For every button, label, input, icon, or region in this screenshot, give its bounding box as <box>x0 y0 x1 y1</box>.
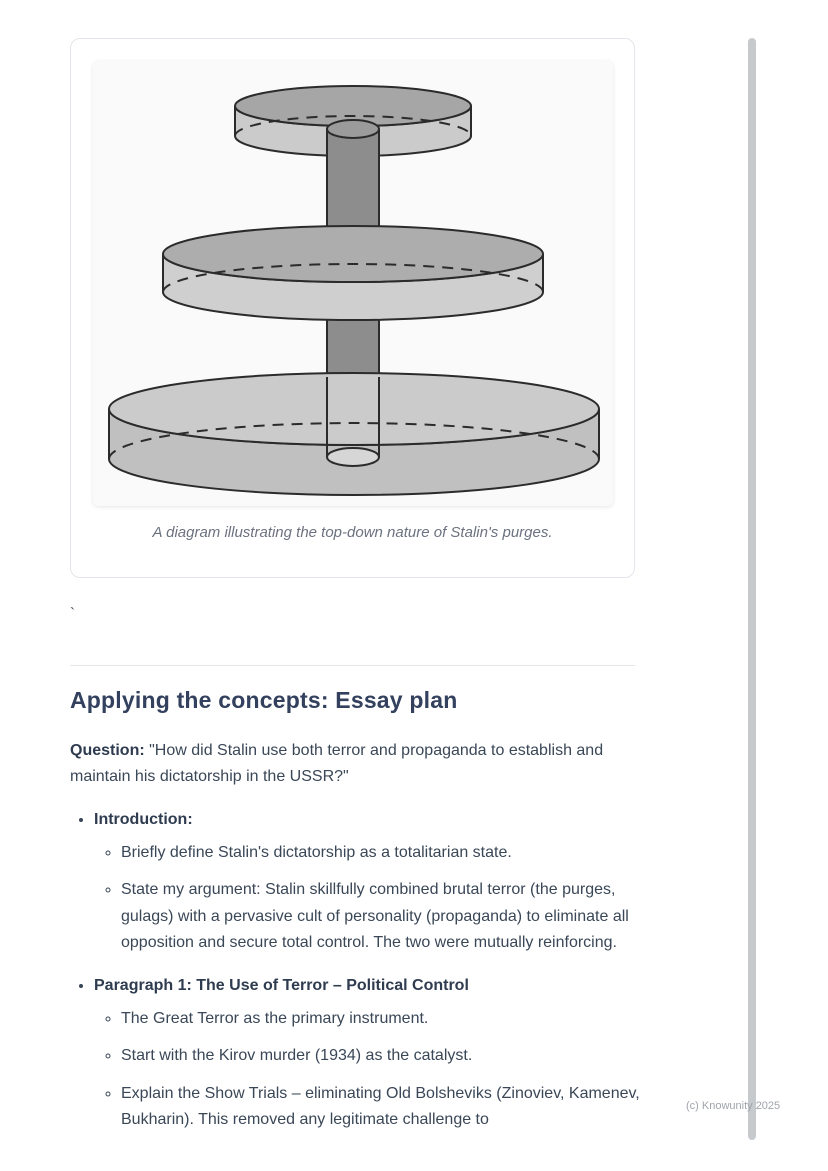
list-item: ◦ State my argument: Stalin skillfully combined brutal terror (the purges, gulags) with a pervasive cult of personality (propaganda) to eliminate all opposition and secure total control. The two were mutually reinforcing. <box>121 877 642 956</box>
question-text: "How did Stalin use both terror and propaganda to establish and maintain his dictatorship in the USSR?" <box>70 741 604 786</box>
section-divider <box>70 665 635 666</box>
list-item: ◦ Briefly define Stalin's dictatorship as a totalitarian state. <box>121 840 642 866</box>
essay-plan-section <box>70 686 642 1134</box>
list-item <box>94 973 642 1134</box>
essay-question <box>70 738 642 791</box>
list-item: ◦ Start with the Kirov murder (1934) as the catalyst. <box>121 1043 642 1069</box>
outline-sub-list <box>94 840 642 957</box>
bottom-tier <box>109 373 599 495</box>
question-label: Question: <box>70 741 145 759</box>
list-item: ◦ The Great Terror as the primary instrument. <box>121 1006 642 1032</box>
middle-tier <box>163 226 543 320</box>
stray-backtick: ` <box>70 605 75 622</box>
outline-section-title: Introduction: <box>94 810 193 828</box>
figure-caption: A diagram illustrating the top-down nature of Stalin's purges. <box>152 524 553 541</box>
outline-sub-list <box>94 1006 642 1134</box>
essay-outline-list <box>70 807 642 1134</box>
watermark: (c) Knowunity 2025 <box>686 1100 781 1112</box>
figure-card <box>70 38 635 578</box>
list-item: ◦ Explain the Show Trials – eliminating Old Bolsheviks (Zinoviev, Kamenev, Bukharin). This removed any legitimate challenge to <box>121 1081 642 1134</box>
outline-section-title: Paragraph 1: The Use of Terror – Political Control <box>94 976 469 994</box>
scrollbar-thumb[interactable] <box>748 38 756 1140</box>
figure-panel <box>93 61 613 506</box>
section-heading: Applying the concepts: Essay plan <box>70 687 458 713</box>
list-item <box>94 807 642 957</box>
stalin-purges-tiered-diagram <box>93 61 613 506</box>
